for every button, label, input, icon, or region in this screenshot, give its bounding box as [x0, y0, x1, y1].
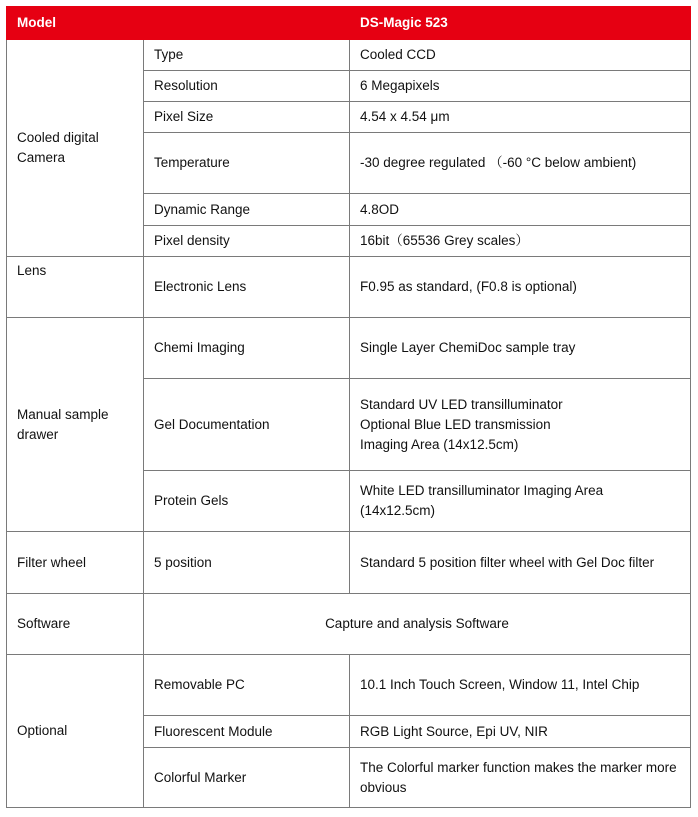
- spec-table: [6, 6, 691, 808]
- row-value: RGB Light Source, Epi UV, NIR: [350, 716, 691, 748]
- software-value: Capture and analysis Software: [144, 594, 691, 655]
- row-label: Resolution: [144, 71, 350, 102]
- model-header-label: Model: [7, 7, 350, 40]
- row-value-multiline: [350, 379, 691, 471]
- row-value: Cooled CCD: [350, 40, 691, 71]
- row-value: Standard 5 position filter wheel with Gel Doc filter: [350, 532, 691, 594]
- row-value: 4.8OD: [350, 194, 691, 226]
- row-label: Pixel Size: [144, 102, 350, 133]
- row-value: 4.54 x 4.54 μm: [350, 102, 691, 133]
- value-line: Imaging Area (14x12.5cm): [360, 436, 519, 452]
- table-header-row: [7, 7, 691, 40]
- row-label: Temperature: [144, 133, 350, 194]
- row-label: Removable PC: [144, 655, 350, 716]
- group-label-drawer: Manual sample drawer: [7, 318, 144, 532]
- row-label: Gel Documentation: [144, 379, 350, 471]
- row-label: Pixel density: [144, 226, 350, 257]
- row-value: White LED transilluminator Imaging Area (14x12.5cm): [350, 471, 691, 532]
- row-label: 5 position: [144, 532, 350, 594]
- group-label-camera: Cooled digital Camera: [7, 40, 144, 257]
- row-label: Chemi Imaging: [144, 318, 350, 379]
- value-line: Standard UV LED transilluminator: [360, 396, 563, 412]
- row-label: Fluorescent Module: [144, 716, 350, 748]
- row-value: The Colorful marker function makes the marker more obvious: [350, 748, 691, 808]
- table-row: [7, 655, 691, 716]
- table-row: [7, 318, 691, 379]
- row-label: Colorful Marker: [144, 748, 350, 808]
- model-header-value: DS-Magic 523: [350, 7, 691, 40]
- row-value: 10.1 Inch Touch Screen, Window 11, Intel Chip: [350, 655, 691, 716]
- row-value: Single Layer ChemiDoc sample tray: [350, 318, 691, 379]
- group-label-filter: Filter wheel: [7, 532, 144, 594]
- row-value: -30 degree regulated （-60 °C below ambient): [350, 133, 691, 194]
- table-row: [7, 532, 691, 594]
- row-label: Protein Gels: [144, 471, 350, 532]
- row-value: F0.95 as standard, (F0.8 is optional): [350, 257, 691, 318]
- row-label: Dynamic Range: [144, 194, 350, 226]
- table-row: [7, 40, 691, 71]
- value-line: Optional Blue LED transmission: [360, 416, 551, 432]
- table-row: [7, 257, 691, 318]
- group-label-software: Software: [7, 594, 144, 655]
- table-row: [7, 594, 691, 655]
- row-value: 6 Megapixels: [350, 71, 691, 102]
- row-label: Type: [144, 40, 350, 71]
- row-label: Electronic Lens: [144, 257, 350, 318]
- row-value: 16bit（65536 Grey scales）: [350, 226, 691, 257]
- group-label-optional: Optional: [7, 655, 144, 808]
- group-label-lens: Lens: [7, 257, 144, 318]
